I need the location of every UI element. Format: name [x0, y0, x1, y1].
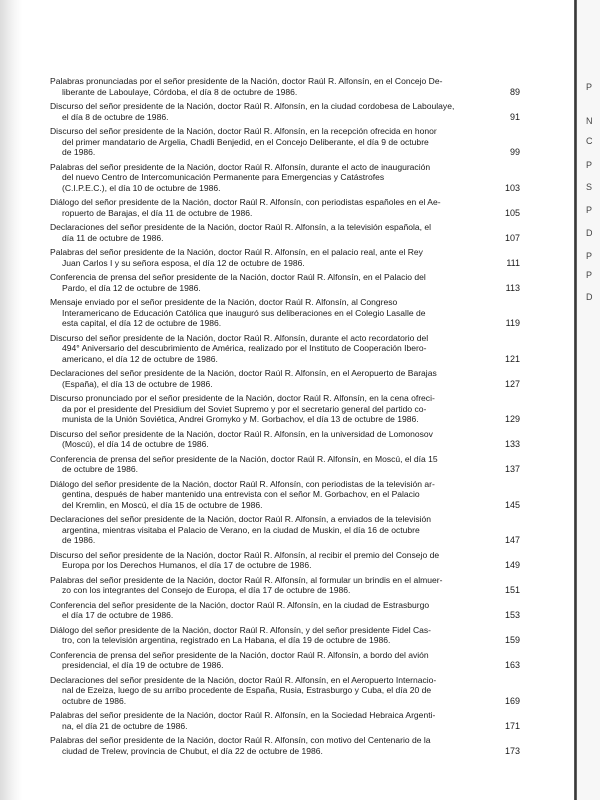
toc-entry [50, 368, 520, 389]
toc-entry [50, 429, 520, 450]
toc-page-number: 163 [504, 660, 520, 670]
toc-page-number: 103 [504, 182, 520, 193]
toc-page-number: 129 [504, 414, 520, 424]
toc-entry-text-line: Discurso del señor presidente de la Nación, doctor Raúl R. Alfonsín, al recibir el premio del Consejo de [50, 549, 440, 560]
toc-entry [50, 479, 520, 511]
toc-entry-text-line: el día 8 de octubre de 1986. [62, 111, 169, 122]
binding-shadow [0, 0, 22, 800]
toc-page-number: 121 [504, 353, 520, 364]
toc-page-number: 107 [504, 232, 520, 243]
toc-entry-text-line: nal de Ezeiza, luego de su arribo procedente de España, Rusia, Estrasburgo y Cuba, el día 20 de [62, 685, 432, 695]
toc-entry [50, 222, 520, 243]
toc-entry-text-line: del Kremlin, en Moscú, el día 15 de octubre de 1986. [62, 499, 263, 510]
toc-entry-text-line: Mensaje enviado por el señor presidente de la Nación, doctor Raúl R. Alfonsín, al Congreso [50, 297, 398, 307]
toc-entry-text-line: de 1986. [62, 147, 96, 157]
toc-page-number: 149 [504, 560, 520, 570]
toc-page-number: 169 [504, 695, 520, 706]
adjacent-page-letter: C [586, 136, 593, 146]
toc-page-number: 159 [504, 635, 520, 645]
toc-entry-text-line: argentina, mientras visitaba el Palacio de Verano, en la ciudad de Muskin, el día 16 de octubre [62, 524, 420, 535]
toc-entry [50, 333, 520, 365]
toc-entry [50, 197, 520, 218]
toc-entry-text-line: Conferencia de prensa del señor presidente de la Nación, doctor Raúl R. Alfonsín, a bordo del avión [50, 649, 429, 660]
toc-entry-text-line: Declaraciones del señor presidente de la Nación, doctor Raúl R. Alfonsín, a enviados de la televisión [50, 514, 432, 524]
toc-entry-text-line: el día 17 de octubre de 1986. [62, 610, 174, 620]
toc-entry [50, 514, 520, 546]
toc-entry-text-line: Discurso pronunciado por el señor presidente de la Nación, doctor Raúl R. Alfonsín, en la cena ofreci- [50, 393, 435, 403]
toc-page-number: 99 [509, 147, 520, 157]
toc-page-number: 173 [504, 745, 520, 756]
adjacent-page-letter: S [586, 182, 593, 192]
toc-entry-text-line: de octubre de 1986. [62, 464, 139, 474]
toc-entry-text-line: ropuerto de Barajas, el día 11 de octubre de 1986. [62, 207, 253, 218]
toc-entry [50, 735, 520, 756]
toc-entry [50, 76, 520, 97]
toc-page-number: 113 [505, 282, 520, 293]
toc-entry [50, 600, 520, 621]
toc-page-number: 105 [504, 207, 520, 218]
toc-entry-text-line: Diálogo del señor presidente de la Nación, doctor Raúl R. Alfonsín, y del señor presidente Fidel Cas- [50, 624, 432, 635]
toc-page-number: 119 [505, 318, 520, 328]
toc-entry-text-line: Declaraciones del señor presidente de la Nación, doctor Raúl R. Alfonsín, en el Aeropuerto de Barajas [50, 368, 437, 378]
toc-entry-text-line: del primer mandatario de Argelia, Chadli Benjedid, en el Concejo Deliberante, el día 9 de octubre [62, 136, 429, 147]
toc-page-number: 133 [504, 439, 520, 449]
toc-entry-text-line: Discurso del señor presidente de la Nación, doctor Raúl R. Alfonsín, en la ciudad cordobesa de Laboulaye, [50, 101, 455, 111]
toc-entry-text-line: zo con los integrantes del Consejo de Europa, el día 17 de octubre de 1986. [62, 585, 351, 595]
toc-entry-text-line: (Moscú), el día 14 de octubre de 1986. [62, 439, 209, 449]
toc-entry-text-line: día 11 de octubre de 1986. [62, 232, 164, 243]
toc-entry [50, 650, 520, 671]
toc-entry [50, 675, 520, 707]
toc-entry-text-line: tro, con la televisión argentina, registrado en La Habana, el día 19 de octubre de 1986. [62, 635, 391, 645]
toc-entry-text-line: Interamericano de Educación Católica que inauguró sus deliberaciones en el Colegio Lasalle de [62, 307, 426, 318]
toc-entry-text-line: Declaraciones del señor presidente de la Nación, doctor Raúl R. Alfonsín, a la televisión española, el [50, 222, 432, 232]
toc-entry-text-line: munista de la Unión Soviética, Andrei Gromyko y M. Gorbachov, el día 13 de octubre de 1986. [62, 414, 419, 424]
toc-entry-text-line: Palabras pronunciadas por el señor presidente de la Nación, doctor Raúl R. Alfonsín, en el Concejo De- [50, 76, 443, 86]
toc-entry-text-line: gentina, después de haber mantenido una entrevista con el señor M. Gorbachov, en el Palacio [62, 489, 420, 499]
toc-page-number: 127 [504, 378, 520, 389]
adjacent-page-letter: P [586, 160, 593, 170]
toc-entry-text-line: octubre de 1986. [62, 695, 127, 706]
toc-page-number: 147 [504, 535, 520, 545]
toc-entry-text-line: Diálogo del señor presidente de la Nación, doctor Raúl R. Alfonsín, con periodistas españoles en el Ae- [50, 197, 441, 207]
toc-entry-text-line: da por el presidente del Presidium del Soviet Supremo y por el secretario general del partido co- [62, 403, 427, 414]
toc-entry-text-line: Discurso del señor presidente de la Nación, doctor Raúl R. Alfonsín, durante el acto recordatorio del [50, 332, 429, 343]
toc-entry-text-line: Palabras del señor presidente de la Nación, doctor Raúl R. Alfonsín, con motivo del Centenario de la [50, 735, 431, 745]
toc-entry-text-line: Europa por los Derechos Humanos, el día 17 de octubre de 1986. [62, 560, 312, 570]
toc-entry [50, 393, 520, 425]
toc-entry-text-line: Palabras del señor presidente de la Nación, doctor Raúl R. Alfonsín, en la Sociedad Hebraica Argenti- [50, 710, 436, 720]
adjacent-page-letter: D [586, 228, 593, 238]
adjacent-page-letter: P [586, 251, 593, 261]
toc-page-number: 145 [504, 499, 520, 510]
toc-entry [50, 247, 520, 268]
toc-entry [50, 625, 520, 646]
toc-page-number: 151 [504, 585, 520, 595]
toc-entry-text-line: americano, el día 12 de octubre de 1986. [62, 353, 218, 364]
toc-page-number: 171 [504, 720, 520, 731]
toc-entry-text-line: Palabras del señor presidente de la Nación, doctor Raúl R. Alfonsín, en el palacio real, ante el Rey [50, 247, 423, 257]
toc-entry-text-line: Diálogo del señor presidente de la Nación, doctor Raúl R. Alfonsín, con periodistas de la televisión ar- [50, 478, 435, 489]
toc-entry-text-line: Pardo, el día 12 de octubre de 1986. [62, 282, 201, 293]
toc-entry-text-line: esta capital, el día 12 de octubre de 1986. [62, 318, 222, 328]
toc-entry-text-line: na, el día 21 de octubre de 1986. [62, 720, 188, 731]
toc-page-number: 111 [506, 257, 520, 268]
toc-entry-text-line: de 1986. [62, 535, 96, 545]
toc-entry [50, 162, 520, 194]
adjacent-page-letter: N [586, 116, 593, 126]
toc-entry [50, 550, 520, 571]
toc-entry-text-line: Conferencia de prensa del señor presidente de la Nación, doctor Raúl R. Alfonsín, en Moscú, el día 15 [50, 453, 438, 464]
toc-page-number: 137 [504, 464, 520, 474]
toc-entry-text-line: Juan Carlos I y su señora esposa, el día 12 de octubre de 1986. [62, 257, 305, 268]
toc-entry-text-line: Conferencia del señor presidente de la Nación, doctor Raúl R. Alfonsín, en la ciudad de Estrasburgo [50, 599, 430, 610]
toc-entry [50, 126, 520, 158]
toc-page-number: 89 [509, 86, 520, 97]
toc-entry-text-line: (España), el día 13 de octubre de 1986. [62, 378, 213, 389]
adjacent-page-letter: P [586, 82, 593, 92]
toc-entry-text-line: ciudad de Trelew, provincia de Chubut, el día 22 de octubre de 1986. [62, 745, 323, 756]
toc-entry-text-line: Discurso del señor presidente de la Nación, doctor Raúl R. Alfonsín, en la recepción ofrecida en honor [50, 126, 437, 136]
adjacent-page-letter: P [586, 270, 593, 280]
toc-entry [50, 710, 520, 731]
adjacent-page-letter: P [586, 205, 593, 215]
table-of-contents [50, 76, 520, 760]
toc-entry [50, 575, 520, 596]
toc-entry-text-line: Discurso del señor presidente de la Nación, doctor Raúl R. Alfonsín, en la universidad de Lomonosov [50, 428, 433, 439]
toc-entry-text-line: liberante de Laboulaye, Córdoba, el día 8 de octubre de 1986. [62, 86, 298, 97]
toc-entry [50, 101, 520, 122]
toc-entry [50, 454, 520, 475]
toc-entry-text-line: del nuevo Centro de Intercomunicación Permanente para Emergencias y Catástrofes [62, 172, 385, 182]
toc-entry-text-line: (C.I.P.E.C.), el día 10 de octubre de 1986. [62, 182, 221, 193]
adjacent-page-letter: D [586, 292, 593, 302]
toc-page-number: 153 [504, 610, 520, 620]
toc-entry-text-line: 494° Aniversario del descubrimiento de América, realizado por el Instituto de Cooperación Ibero- [62, 343, 427, 353]
toc-entry-text-line: Conferencia de prensa del señor presidente de la Nación, doctor Raúl R. Alfonsín, en el Palacio del [50, 272, 426, 282]
toc-entry-text-line: Palabras del señor presidente de la Nación, doctor Raúl R. Alfonsín, al formular un brindis en el almuer- [50, 574, 443, 585]
toc-entry-text-line: presidencial, el día 19 de octubre de 1986. [62, 660, 224, 670]
toc-entry-text-line: Declaraciones del señor presidente de la Nación, doctor Raúl R. Alfonsín, en el Aeropuerto Internacio- [50, 674, 437, 685]
toc-entry-text-line: Palabras del señor presidente de la Nación, doctor Raúl R. Alfonsín, durante el acto de inauguración [50, 161, 431, 172]
toc-entry [50, 297, 520, 329]
toc-entry [50, 272, 520, 293]
toc-page-number: 91 [509, 111, 520, 122]
